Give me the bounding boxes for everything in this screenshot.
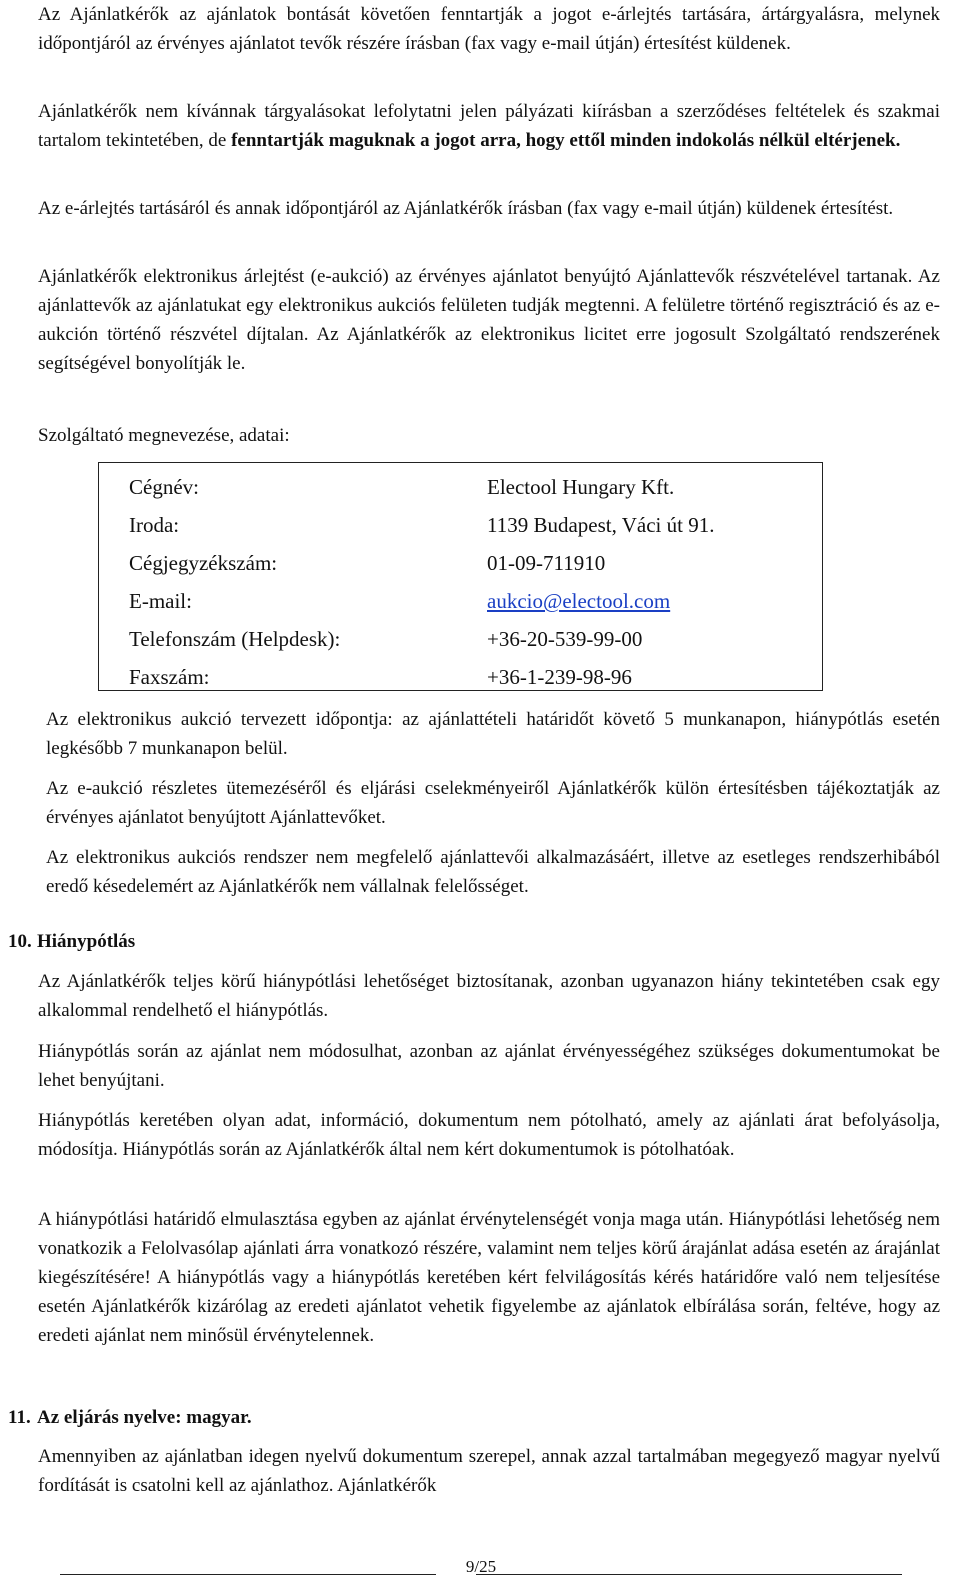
row-label: Cégnév: bbox=[129, 475, 199, 499]
section-title: Hiánypótlás bbox=[37, 931, 136, 952]
row-value: +36-1-239-98-96 bbox=[487, 665, 632, 689]
paragraph-no-negotiation-bold: fenntartják maguknak a jogot arra, hogy ettől minden indokolás nélkül eltérjenek. bbox=[231, 130, 901, 151]
row-label: Telefonszám (Helpdesk): bbox=[129, 627, 341, 651]
row-value: 1139 Budapest, Váci út 91. bbox=[487, 513, 715, 537]
paragraph-auction-date: Az elektronikus aukció tervezett időpontja: az ajánlattételi határidőt követő 5 munkanapon, hiánypótlás esetén legkésőbb 7 munkanapon belül. bbox=[46, 709, 940, 759]
paragraph-no-negotiation-text: Ajánlatkérők nem kívánnak tárgyalásokat lefolytatni jelen pályázati kiírásban a szerződéses feltételek és szakmai tartalom tekintetében, de bbox=[38, 101, 940, 151]
paragraph-liability: Az elektronikus aukciós rendszer nem megfelelő ajánlattevői alkalmazásáért, illetve az esetleges rendszerhibából eredő késedelemért az Ajánlatkérők nem vállalnak felelősséget. bbox=[46, 847, 940, 897]
section-heading-10 bbox=[8, 927, 135, 956]
paragraph-auction-schedule: Az e-aukció részletes ütemezéséről és eljárási cselekményeiről Ajánlatkérők külön értesítésben tájékoztatják az érvényes ajánlatot benyújtott Ajánlattevőket. bbox=[46, 778, 940, 828]
row-label: Iroda: bbox=[129, 513, 180, 537]
paragraph-language: Amennyiben az ajánlatban idegen nyelvű dokumentum szerepel, annak azzal tartalmában megegyező magyar nyelvű fordítását is csatolni kell az ajánlathoz. Ajánlatkérők bbox=[38, 1446, 940, 1496]
row-label: Cégjegyzékszám: bbox=[129, 551, 278, 575]
paragraph-deficiency-2: Hiánypótlás során az ajánlat nem módosulhat, azonban az ajánlat érvényességéhez szükséges dokumentumokat be lehet benyújtani. bbox=[38, 1041, 940, 1091]
row-label: Faxszám: bbox=[129, 665, 210, 689]
row-value: Electool Hungary Kft. bbox=[487, 475, 675, 499]
paragraph-provider-intro: Szolgáltató megnevezése, adatai: bbox=[38, 425, 290, 446]
page-footer bbox=[60, 1552, 902, 1582]
paragraph-eauction-intro: Az Ajánlatkérők az ajánlatok bontását követően fenntartják a jogot e-árlejtés tartására, ártárgyalásra, melynek időpontjáról az érvényes ajánlatot tevők részére írásban (fax vagy e-mail útján) értesítést küldenek. bbox=[38, 4, 940, 54]
row-value: 01-09-711910 bbox=[487, 551, 606, 575]
section-number: 11. bbox=[8, 1407, 31, 1428]
paragraph-deficiency-3: Hiánypótlás keretében olyan adat, információ, dokumentum nem pótolható, amely az ajánlati árat befolyásolja, módosítja. Hiánypótlás során az Ajánlatkérők által nem kért dokumentumok is pótolhatóak. bbox=[38, 1110, 940, 1160]
paragraph-electronic-auction: Ajánlatkérők elektronikus árlejtést (e-aukció) az érvényes ajánlatot benyújtó Ajánlattevők részvételével tartanak. Az ajánlattevők az ajánlatukat egy elektronikus aukciós felületen tudják megtenni. A felületre történő regisztráció és az e-aukción történő részvétel díjtalan. Az Ajánlatkérők az elektronikus licitet erre jogosult Szolgáltató rendszerének segítségével bonyolítják le. bbox=[38, 266, 940, 374]
paragraph-no-negotiation bbox=[38, 97, 940, 155]
row-label: E-mail: bbox=[129, 589, 192, 613]
section-title: Az eljárás nyelve: magyar. bbox=[37, 1407, 252, 1428]
row-value: +36-20-539-99-00 bbox=[487, 627, 643, 651]
paragraph-deficiency-1: Az Ajánlatkérők teljes körű hiánypótlási lehetőséget biztosítanak, azonban ugyanazon hiány tekintetében csak egy alkalommal rendelhető el hiánypótlás. bbox=[38, 971, 940, 1021]
section-heading-11 bbox=[8, 1403, 252, 1432]
paragraph-eauction-notice: Az e-árlejtés tartásáról és annak időpontjáról az Ajánlatkérők írásban (fax vagy e-mail útján) küldenek értesítést. bbox=[38, 198, 894, 219]
paragraph-deficiency-4: A hiánypótlási határidő elmulasztása egyben az ajánlat érvénytelenségét vonja maga után. Hiánypótlási lehetőség nem vonatkozik a Felolvasólap ajánlati árra vonatkozó részére, valamint nem teljes körű árajánlat adása esetén az árajánlat kiegészítésére! A hiánypótlás vagy a hiánypótlás keretében kért felvilágosítás kérés határidőre való nem teljesítése esetén Ajánlatkérők kizárólag az eredeti ajánlatot vehetik figyelembe az ajánlatok elbírálása során, feltéve, hogy az eredeti ajánlat nem minősül érvénytelennek. bbox=[38, 1209, 940, 1346]
provider-table bbox=[98, 462, 823, 691]
email-link[interactable]: aukcio@electool.com bbox=[487, 589, 671, 613]
page-number: 9/25 bbox=[465, 1557, 497, 1576]
section-number: 10. bbox=[8, 931, 32, 952]
